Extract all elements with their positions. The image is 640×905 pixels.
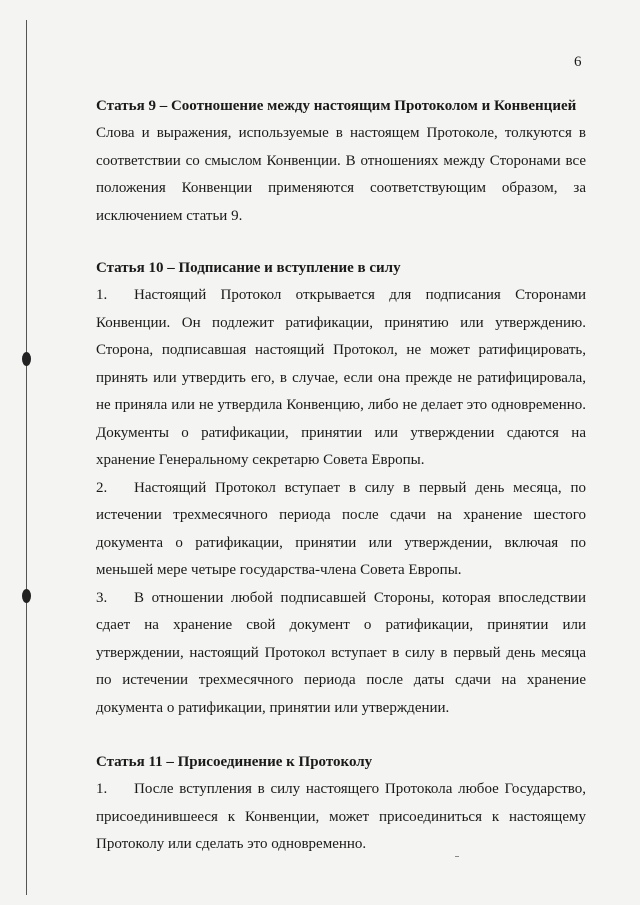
- paragraph-text: Настоящий Протокол вступает в силу в первый день месяца, по истечении трехмесячного периода после сдачи на хранение шестого документа о ратификации, принятии или утверждении, включая по меньшей мере четыре государства-члена Совета Европы.: [96, 479, 586, 578]
- article-10: [96, 255, 586, 722]
- document-body: [96, 93, 586, 859]
- section-spacer: [96, 722, 586, 749]
- paragraph-number: 3.: [96, 589, 108, 606]
- article-9-paragraph: [96, 120, 586, 230]
- paragraph-text: В отношении любой подписавшей Стороны, которая впоследствии сдает на хранение свой документ о ратификации, принятии или утверждении, настоящий Протокол вступает в силу в первый день месяца по истечении трехмесячного периода после даты сдачи на хранение документа о ратификации, принятии или утверждении.: [96, 589, 586, 716]
- binder-hole-bottom: [22, 589, 31, 603]
- scan-speck: [455, 856, 459, 857]
- article-11-paragraph-1: [96, 776, 586, 859]
- paragraph-number: 2.: [96, 479, 108, 496]
- paragraph-number: 1.: [96, 781, 108, 797]
- article-10-paragraph-3: [96, 585, 586, 723]
- article-9-title: Статья 9 – Соотношение между настоящим Протоколом и Конвенцией: [96, 98, 577, 114]
- binder-hole-top: [22, 352, 31, 366]
- paragraph-text: Настоящий Протокол открывается для подписания Сторонами Конвенции. Он подлежит ратификации, принятию или утверждению. Сторона, подписавшая настоящий Протокол, не может ратифицировать, принять или утвердить его, в случае, если она прежде не ратифицировала, не приняла или не утвердила Конвенцию, либо не делает это одновременно. Документы о ратификации, принятии или утверждении сдаются на хранение Генеральному секретарю Совета Европы.: [96, 287, 586, 468]
- paragraph-text: После вступления в силу настоящего Протокола любое Государство, присоединившееся к Конвенции, может присоединиться к настоящему Протоколу или сделать это одновременно.: [96, 781, 586, 852]
- article-11: [96, 749, 586, 859]
- article-11-title: Статья 11 – Присоединение к Протоколу: [96, 754, 373, 770]
- paragraph-number: 1.: [96, 287, 108, 303]
- section-spacer: [96, 230, 586, 255]
- page-number: 6: [574, 54, 582, 70]
- paragraph-text: Слова и выражения, используемые в настоящем Протоколе, толкуются в соответствии со смыслом Конвенции. В отношениях между Сторонами все положения Конвенции применяются соответствующим образом, за исключением статьи 9.: [96, 125, 586, 224]
- scan-edge-line: [26, 20, 27, 895]
- article-10-title: Статья 10 – Подписание и вступление в силу: [96, 260, 401, 276]
- article-10-paragraph-1: [96, 282, 586, 475]
- article-10-paragraph-2: [96, 475, 586, 585]
- article-9: [96, 93, 586, 230]
